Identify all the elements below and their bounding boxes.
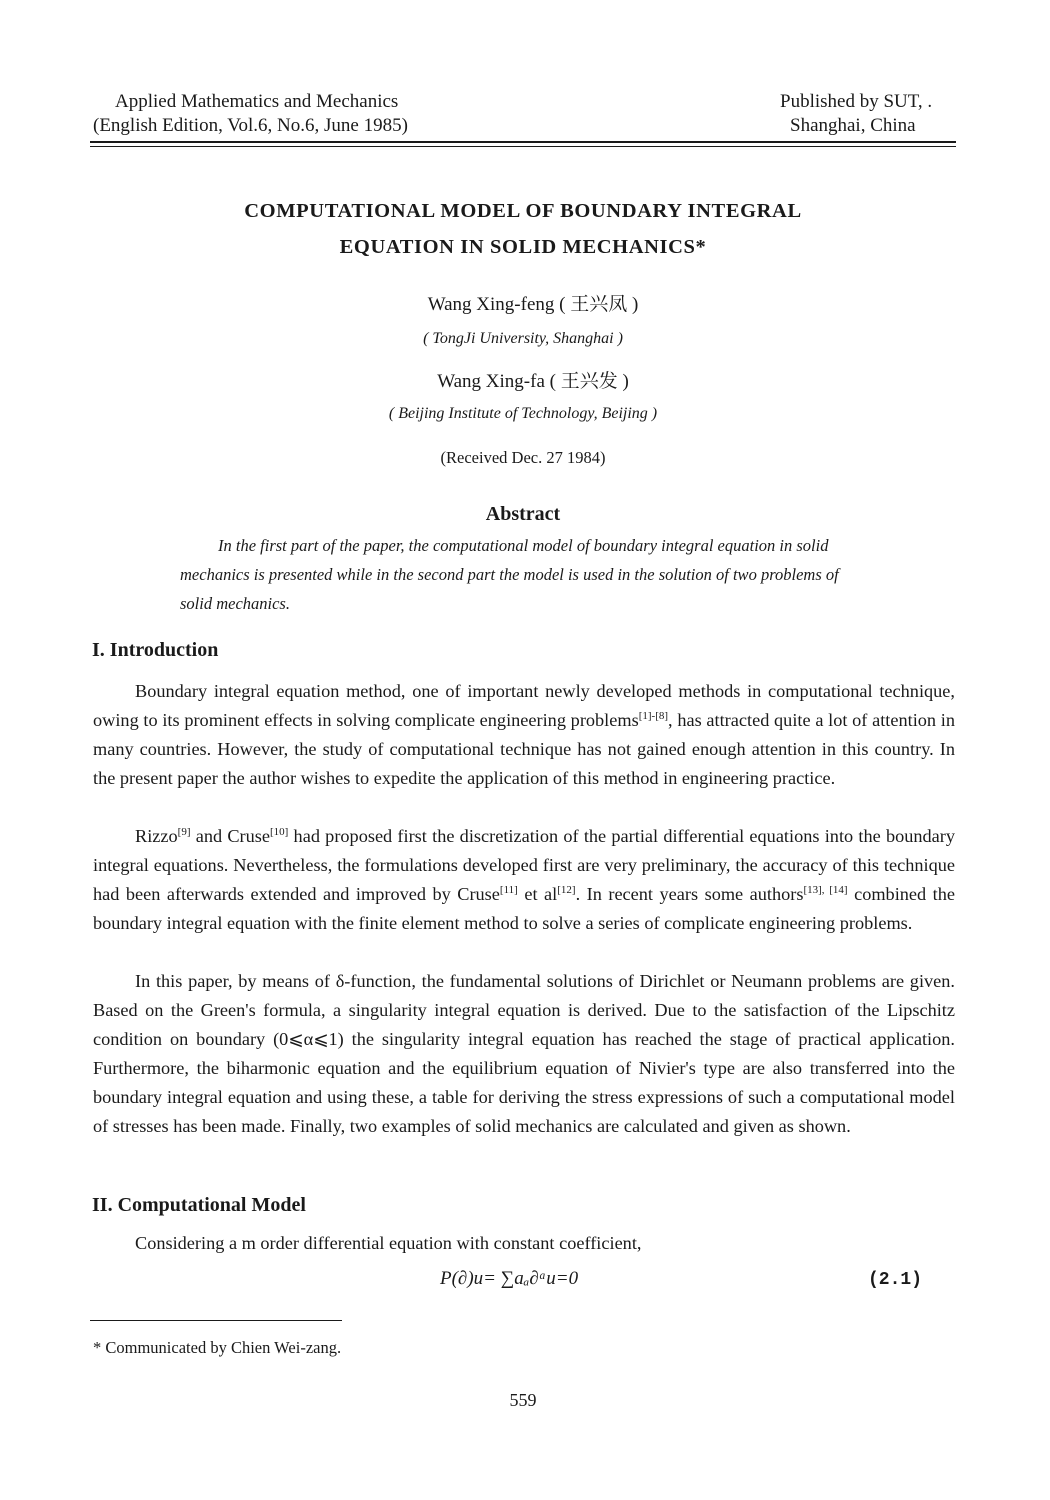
page-number: 559 — [509, 1390, 537, 1410]
text-run: had proposed first the discretization of the partial differential equations into the boundary integral equations. Nevertheless, the formulations developed first are very preliminary, the accuracy of this technique had been afterwards extended and improved by Cruse — [93, 826, 955, 904]
text-run: et al — [517, 884, 558, 904]
publisher-name: Published by SUT, . — [780, 91, 933, 112]
section-heading-computational-model: II. Computational Model — [92, 1194, 306, 1216]
section-heading-introduction: I. Introduction — [92, 639, 219, 661]
text-run: . In recent years some authors — [575, 884, 804, 904]
text-run: Boundary integral equation method, one of important newly developed methods in computational technique, owing to its prominent effects in solving complicate engineering problems — [93, 681, 955, 730]
author-2-affiliation: ( Beijing Institute of Technology, Beijing ) — [388, 405, 658, 422]
publisher-info — [780, 90, 932, 138]
footnote: * Communicated by Chien Wei-zang. — [93, 1338, 342, 1357]
author-2: Wang Xing-fa ( 王兴发 ) — [437, 371, 629, 392]
journal-edition: (English Edition, Vol.6, No.6, June 1985) — [93, 115, 408, 136]
text-run: Rizzo — [135, 826, 178, 846]
title-line-2: EQUATION IN SOLID MECHANICS* — [339, 236, 707, 258]
citation: [11] — [499, 883, 518, 896]
title-line-1: COMPUTATIONAL MODEL OF BOUNDARY INTEGRAL — [244, 200, 802, 222]
footnote-rule — [90, 1320, 342, 1321]
text-run: combined the boundary integral equation with the finite element method to solve a series of complicate engineering problems. — [93, 884, 955, 933]
journal-name: Applied Mathematics and Mechanics — [115, 91, 399, 112]
paper-title — [90, 193, 956, 265]
citation: [12] — [557, 883, 576, 896]
citation: [10] — [270, 825, 289, 838]
equation: P(∂)u= ∑aₐ∂ᵃu=0 — [440, 1268, 579, 1289]
received-date: (Received Dec. 27 1984) — [440, 448, 606, 467]
intro-paragraph-3: In this paper, by means of δ-function, the fundamental solutions of Dirichlet or Neumann problems are given. Based on the Green's formula, a singularity integral equation is derived. Due to the satisfaction of the Lipschitz condition on boundary (0⩽α⩽1) the singularity integral equation has reached the stage of practical application. Furthermore, the biharmonic equation and the equilibrium equation of Nivier's type are also transferred into the boundary integral equation and using these, a table for deriving the stress expressions of such a computational model of stresses has been made. Finally, two examples of solid mechanics are calculated and given as shown. — [93, 971, 955, 1136]
header-rule-thick — [90, 141, 956, 143]
equation-number: (2.1) — [868, 1270, 923, 1290]
text-run: and Cruse — [190, 826, 270, 846]
author-1-affiliation: ( TongJi University, Shanghai ) — [423, 330, 623, 347]
author-1: Wang Xing-feng ( 王兴凤 ) — [427, 294, 639, 315]
text-run: , has attracted quite a lot of attention in many countries. However, the study of computational technique has not gained enough attention in this country. In the present paper the author wishes to expedite the application of this method in engineering practice. — [93, 710, 955, 788]
intro-paragraph-2 — [93, 822, 955, 938]
abstract-text: In the first part of the paper, the computational model of boundary integral equation in solid mechanics is presented while in the second part the model is used in the solution of two problems of solid mechanics. — [180, 536, 839, 613]
journal-info — [93, 90, 408, 138]
abstract-heading: Abstract — [485, 503, 561, 525]
citation: [1]-[8] — [638, 709, 669, 722]
intro-paragraph-1 — [93, 677, 955, 793]
model-paragraph-1: Considering a m order differential equation with constant coefficient, — [135, 1233, 642, 1253]
citation: [13], [14] — [803, 883, 848, 896]
header-rule-thin — [90, 146, 956, 147]
publisher-location: Shanghai, China — [790, 115, 916, 136]
citation: [9] — [177, 825, 191, 838]
